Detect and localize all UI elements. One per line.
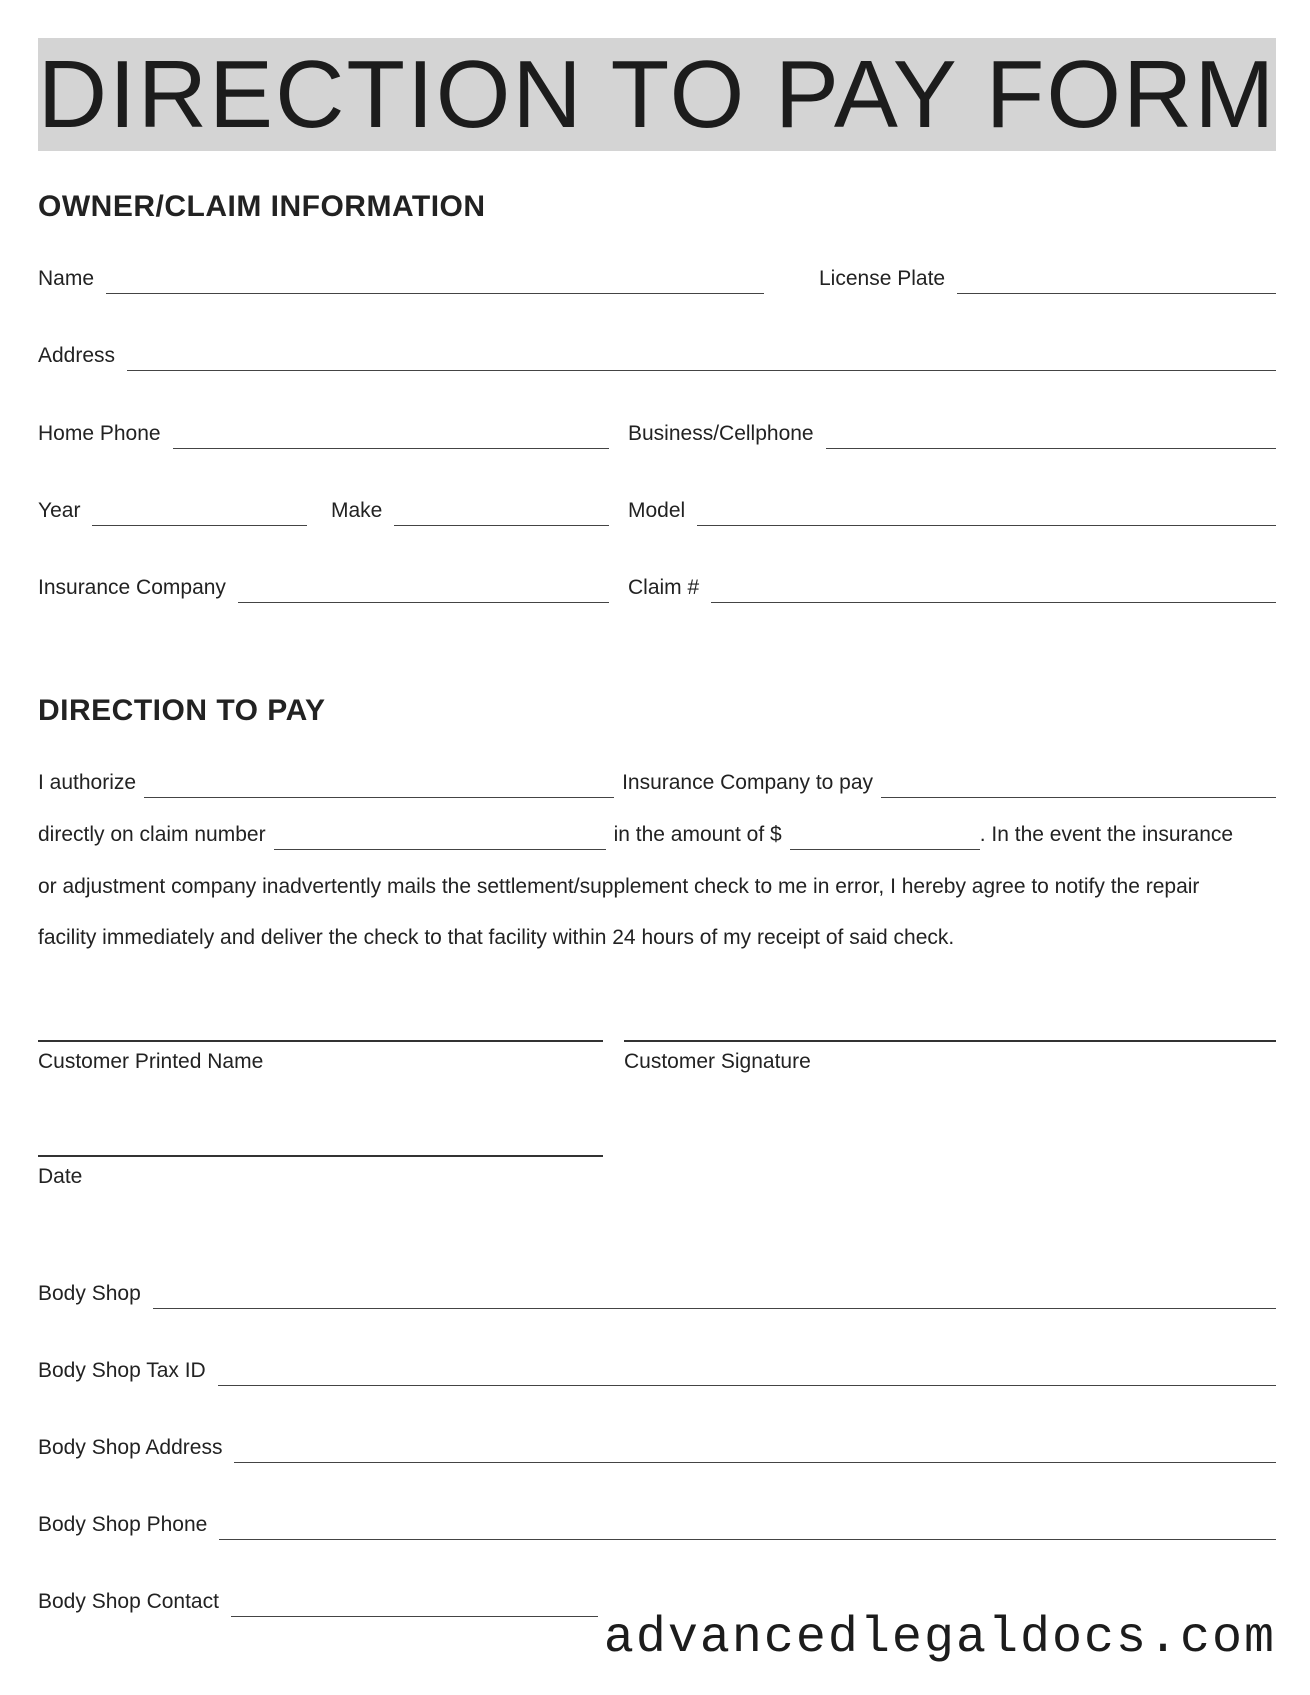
body-shop-label: Body Shop xyxy=(38,1282,141,1305)
body-shop-tax-id-label: Body Shop Tax ID xyxy=(38,1359,206,1382)
row-address xyxy=(38,339,1276,371)
body-shop-address-input-line[interactable] xyxy=(234,1431,1276,1463)
authorized-company-input-line[interactable] xyxy=(144,768,614,798)
business-cellphone-input-line[interactable] xyxy=(826,417,1276,449)
year-label: Year xyxy=(38,499,81,522)
customer-signature-line[interactable] xyxy=(624,1040,1276,1042)
license-plate-input-line[interactable] xyxy=(957,262,1276,294)
body-shop-field[interactable] xyxy=(38,1277,1276,1309)
auth-text-event: . In the event the insurance xyxy=(979,823,1234,846)
address-input-line[interactable] xyxy=(127,339,1276,371)
year-field[interactable] xyxy=(38,494,307,526)
claim-number-field[interactable] xyxy=(628,571,1276,603)
model-field[interactable] xyxy=(628,494,1276,526)
body-shop-phone-input-line[interactable] xyxy=(219,1508,1276,1540)
name-field[interactable] xyxy=(38,262,764,294)
auth-text-claim-number: directly on claim number xyxy=(38,823,266,846)
payee-input-line[interactable] xyxy=(881,768,1276,798)
name-label: Name xyxy=(38,267,95,290)
customer-printed-name-label: Customer Printed Name xyxy=(38,1050,264,1073)
row-insurance xyxy=(38,571,1276,603)
address-field[interactable] xyxy=(38,339,1276,371)
body-shop-phone-field[interactable] xyxy=(38,1508,1276,1540)
make-input-line[interactable] xyxy=(394,494,609,526)
home-phone-label: Home Phone xyxy=(38,422,161,445)
insurance-company-input-line[interactable] xyxy=(238,571,609,603)
form-title: DIRECTION TO PAY FORM xyxy=(37,40,1277,148)
auth-line-1 xyxy=(38,768,1276,798)
customer-printed-name-block[interactable] xyxy=(38,1040,603,1074)
date-block[interactable] xyxy=(38,1155,603,1189)
row-body-shop xyxy=(38,1277,1276,1309)
business-cellphone-field[interactable] xyxy=(628,417,1276,449)
form-title-bar xyxy=(38,38,1276,151)
auth-line-3 xyxy=(38,872,1276,902)
auth-claim-number-input-line[interactable] xyxy=(274,820,606,850)
auth-text-insurance-to-pay: Insurance Company to pay xyxy=(622,771,874,794)
business-cellphone-label: Business/Cellphone xyxy=(628,422,814,445)
body-shop-contact-label: Body Shop Contact xyxy=(38,1590,219,1613)
license-plate-field[interactable] xyxy=(819,262,1276,294)
year-input-line[interactable] xyxy=(92,494,307,526)
name-input-line[interactable] xyxy=(106,262,764,294)
auth-text-line-3: or adjustment company inadvertently mails the settlement/supplement check to me in error, I hereby agree to notify the repair xyxy=(38,875,1200,898)
date-label: Date xyxy=(38,1165,83,1188)
direction-to-pay-heading: DIRECTION TO PAY xyxy=(38,694,326,727)
body-shop-address-label: Body Shop Address xyxy=(38,1436,223,1459)
home-phone-input-line[interactable] xyxy=(173,417,609,449)
insurance-company-field[interactable] xyxy=(38,571,609,603)
claim-number-label: Claim # xyxy=(628,576,700,599)
body-shop-input-line[interactable] xyxy=(153,1277,1276,1309)
row-body-shop-phone xyxy=(38,1508,1276,1540)
amount-input-line[interactable] xyxy=(790,820,980,850)
row-name-license xyxy=(38,262,1276,294)
auth-line-2 xyxy=(38,820,1276,850)
body-shop-phone-label: Body Shop Phone xyxy=(38,1513,208,1536)
claim-number-input-line[interactable] xyxy=(711,571,1276,603)
body-shop-tax-id-field[interactable] xyxy=(38,1354,1276,1386)
body-shop-address-field[interactable] xyxy=(38,1431,1276,1463)
license-plate-label: License Plate xyxy=(819,267,946,290)
home-phone-field[interactable] xyxy=(38,417,609,449)
row-body-shop-tax-id xyxy=(38,1354,1276,1386)
make-label: Make xyxy=(331,499,383,522)
row-phones xyxy=(38,417,1276,449)
auth-text-i-authorize: I authorize xyxy=(38,771,137,794)
body-shop-tax-id-input-line[interactable] xyxy=(218,1354,1276,1386)
insurance-company-label: Insurance Company xyxy=(38,576,226,599)
watermark-text: advancedlegaldocs.com xyxy=(598,1610,1276,1667)
row-vehicle xyxy=(38,494,1276,526)
customer-signature-block[interactable] xyxy=(624,1040,1276,1074)
auth-line-4 xyxy=(38,923,1276,953)
model-label: Model xyxy=(628,499,686,522)
row-body-shop-address xyxy=(38,1431,1276,1463)
customer-signature-label: Customer Signature xyxy=(624,1050,811,1073)
model-input-line[interactable] xyxy=(697,494,1276,526)
address-label: Address xyxy=(38,344,116,367)
make-field[interactable] xyxy=(331,494,609,526)
owner-claim-heading: OWNER/CLAIM INFORMATION xyxy=(38,190,486,223)
auth-text-line-4: facility immediately and deliver the check to that facility within 24 hours of my receipt of said check. xyxy=(38,926,955,949)
customer-printed-name-line[interactable] xyxy=(38,1040,603,1042)
auth-text-amount: in the amount of $ xyxy=(613,823,782,846)
date-line[interactable] xyxy=(38,1155,603,1157)
